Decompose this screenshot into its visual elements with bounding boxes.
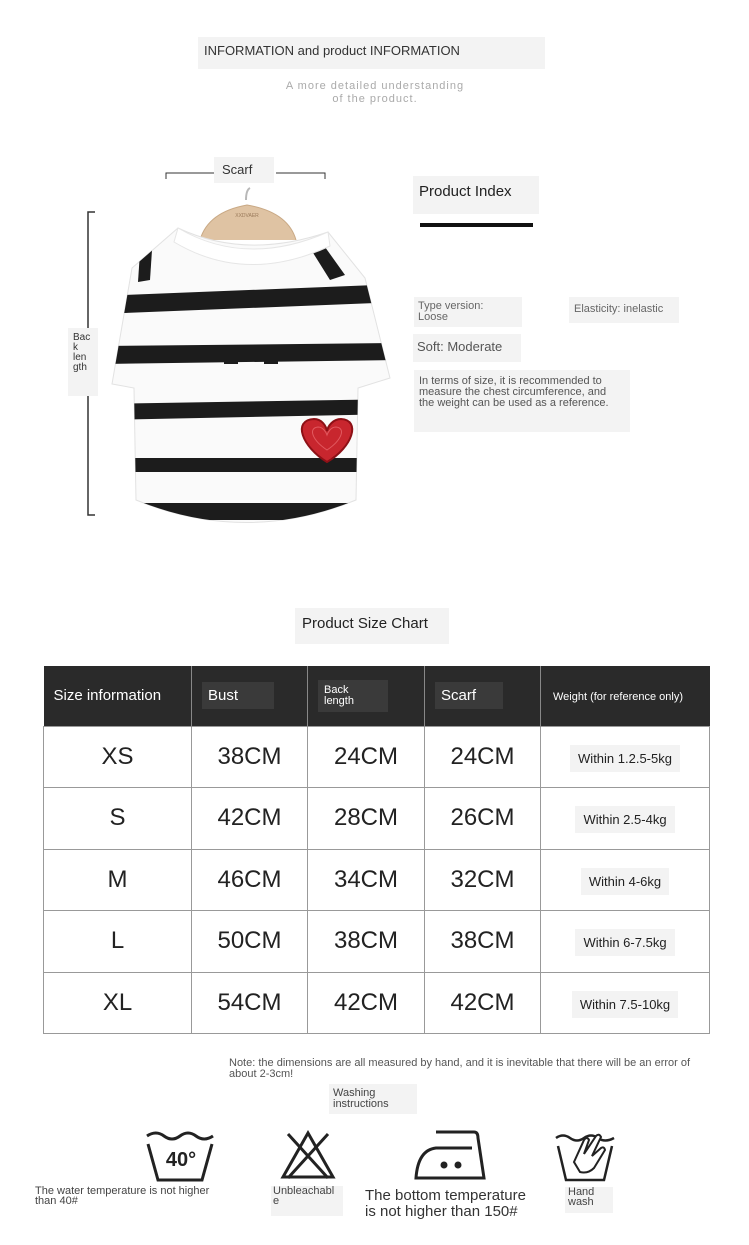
cell-weight bbox=[541, 788, 710, 850]
back-length-label-line: gth bbox=[73, 362, 87, 373]
garment-illustration bbox=[60, 150, 405, 540]
softness-label: Soft: Moderate bbox=[413, 334, 521, 362]
hanger-icon bbox=[200, 188, 296, 240]
cell-size: XS bbox=[44, 726, 192, 788]
cell-back: 38CM bbox=[308, 911, 425, 973]
subtitle-line: A more detailed understanding bbox=[285, 80, 465, 92]
cell-weight bbox=[541, 972, 710, 1034]
cell-bust: 46CM bbox=[192, 849, 308, 911]
washing-title-line: Washing bbox=[333, 1087, 376, 1099]
measurement-note-line: about 2-3cm! bbox=[229, 1068, 294, 1080]
care-label-line: Hand bbox=[568, 1186, 595, 1198]
header-bust bbox=[192, 666, 308, 726]
tag-mark bbox=[264, 360, 278, 364]
product-index-underline bbox=[420, 223, 533, 227]
washing-title-line: instructions bbox=[333, 1098, 389, 1110]
size-advice-text bbox=[414, 370, 630, 432]
care-label-line: The water temperature is not higher bbox=[35, 1185, 210, 1197]
care-label-line: wash bbox=[568, 1196, 594, 1208]
cell-size: XL bbox=[44, 972, 192, 1034]
measurement-note bbox=[229, 1058, 739, 1080]
cell-weight bbox=[541, 911, 710, 973]
cell-back: 34CM bbox=[308, 849, 425, 911]
shirt-body bbox=[100, 228, 400, 523]
cell-scarf: 24CM bbox=[425, 726, 541, 788]
header-size bbox=[44, 666, 192, 726]
elasticity-label: Elasticity: inelastic bbox=[569, 297, 679, 323]
header-back-length-line: length bbox=[324, 694, 354, 707]
cell-scarf: 42CM bbox=[425, 972, 541, 1034]
table-row bbox=[44, 911, 710, 973]
page-title: INFORMATION and product INFORMATION bbox=[198, 37, 545, 69]
cell-bust: 42CM bbox=[192, 788, 308, 850]
cell-back: 24CM bbox=[308, 726, 425, 788]
hand-wash-icon bbox=[554, 1128, 616, 1182]
type-version-label bbox=[414, 297, 522, 327]
cell-scarf: 38CM bbox=[425, 911, 541, 973]
cell-size: L bbox=[44, 911, 192, 973]
table-row bbox=[44, 849, 710, 911]
cell-scarf: 26CM bbox=[425, 788, 541, 850]
care-label-line: Unbleachabl bbox=[273, 1185, 335, 1197]
type-version-line: Loose bbox=[418, 311, 448, 323]
table-row bbox=[44, 726, 710, 788]
cell-bust: 50CM bbox=[192, 911, 308, 973]
table-row bbox=[44, 972, 710, 1034]
weight-value: Within 7.5-10kg bbox=[572, 991, 678, 1018]
weight-value: Within 1.2.5-5kg bbox=[570, 745, 680, 772]
size-chart-title: Product Size Chart bbox=[295, 608, 449, 644]
size-advice-line: the weight can be used as a reference. bbox=[419, 397, 609, 409]
cell-back: 42CM bbox=[308, 972, 425, 1034]
back-length-label-line: k bbox=[73, 342, 78, 353]
wash-temp-text: 40° bbox=[165, 1149, 197, 1171]
header-weight bbox=[541, 666, 710, 726]
table-row bbox=[44, 788, 710, 850]
cell-scarf: 32CM bbox=[425, 849, 541, 911]
wash-40-label bbox=[35, 1186, 235, 1206]
product-index-title: Product Index bbox=[413, 176, 539, 214]
header-weight-label: Weight (for reference only) bbox=[553, 690, 684, 703]
cell-size: M bbox=[44, 849, 192, 911]
header-bust-label: Bust bbox=[202, 682, 274, 709]
size-advice-line: measure the chest circumference, and bbox=[419, 386, 607, 398]
table-header-row bbox=[44, 666, 710, 726]
weight-value: Within 6-7.5kg bbox=[575, 929, 674, 956]
size-chart-table bbox=[43, 666, 709, 1034]
cell-weight bbox=[541, 849, 710, 911]
header-scarf bbox=[425, 666, 541, 726]
tag-mark bbox=[224, 360, 238, 364]
no-bleach-icon bbox=[280, 1130, 336, 1180]
measurement-note-line: Note: the dimensions are all measured by hand, and it is inevitable that there will be an error of bbox=[229, 1057, 691, 1069]
care-label-line: than 40# bbox=[35, 1195, 78, 1207]
care-label-line: The bottom temperature bbox=[365, 1187, 526, 1204]
header-back-length-line: Back bbox=[324, 683, 349, 696]
weight-value: Within 2.5-4kg bbox=[575, 806, 674, 833]
page-subtitle bbox=[270, 80, 480, 106]
cell-size: S bbox=[44, 788, 192, 850]
weight-value: Within 4-6kg bbox=[581, 868, 669, 895]
back-length-label-line: Bac bbox=[73, 332, 91, 343]
no-bleach-label bbox=[271, 1186, 343, 1216]
header-back-length bbox=[308, 666, 425, 726]
size-advice-line: In terms of size, it is recommended to bbox=[419, 375, 602, 387]
header-scarf-label: Scarf bbox=[435, 682, 503, 709]
wash-40-icon bbox=[144, 1130, 216, 1184]
type-version-line: Type version: bbox=[418, 300, 484, 312]
scarf-label: Scarf bbox=[214, 157, 274, 183]
header-size-label: Size information bbox=[53, 686, 162, 704]
hand-wash-label bbox=[565, 1187, 613, 1213]
iron-label bbox=[365, 1188, 540, 1220]
cell-bust: 38CM bbox=[192, 726, 308, 788]
back-length-label bbox=[68, 328, 98, 396]
subtitle-line: of the product. bbox=[332, 93, 418, 105]
back-length-label-line: len bbox=[73, 352, 87, 363]
cell-bust: 54CM bbox=[192, 972, 308, 1034]
header-back-length-label bbox=[318, 680, 388, 712]
washing-instructions-title bbox=[329, 1084, 417, 1114]
iron-medium-icon bbox=[414, 1128, 486, 1182]
care-label-line: is not higher than 150# bbox=[365, 1203, 518, 1220]
care-label-line: e bbox=[273, 1195, 280, 1207]
cell-weight bbox=[541, 726, 710, 788]
hanger-brand: XXDVAER bbox=[235, 213, 259, 219]
cell-back: 28CM bbox=[308, 788, 425, 850]
